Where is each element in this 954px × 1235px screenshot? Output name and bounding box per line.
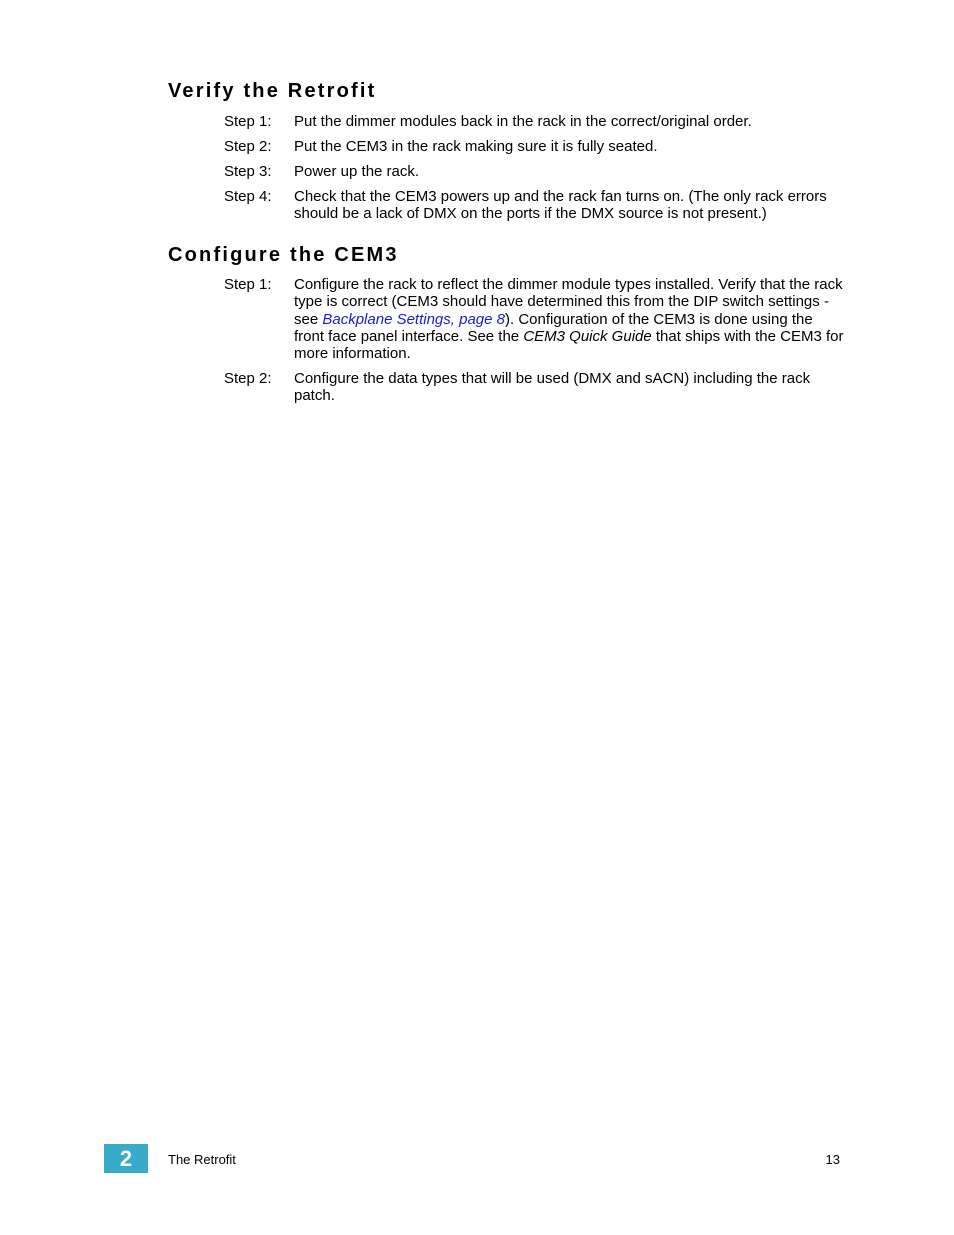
step-text: Power up the rack.: [294, 163, 420, 180]
step-label: Step 3:: [224, 163, 272, 180]
step-label: Step 2:: [224, 370, 272, 387]
footer-chapter-title: The Retrofit: [168, 1152, 236, 1167]
step-item: [224, 370, 844, 405]
step-text: [294, 276, 844, 362]
step-text-part: that ships with the CEM3 for more information.: [294, 327, 844, 363]
section-heading-verify-retrofit: Verify the Retrofit: [168, 80, 377, 102]
step-text: Put the CEM3 in the rack making sure it is fully seated.: [294, 138, 658, 155]
step-item: [224, 188, 844, 223]
backplane-settings-link[interactable]: Backplane Settings, page 8: [322, 310, 505, 328]
step-text: Check that the CEM3 powers up and the rack fan turns on. (The only rack errors should be a lack of DMX on the ports if the DMX source is not present.): [294, 188, 827, 223]
step-label: Step 2:: [224, 138, 272, 155]
step-text-part: ). Configuration of the CEM3 is done using the front face panel interface. See the: [294, 310, 813, 345]
quick-guide-title: CEM3 Quick Guide: [523, 327, 652, 345]
step-text-part: Configure the rack to reflect the dimmer module types installed. Verify that the rack type is correct (CEM3 should have determined this from the DIP switch settings - see: [294, 276, 843, 328]
step-item: [224, 276, 844, 362]
section-heading-configure-cem3: Configure the CEM3: [168, 244, 399, 266]
step-label: Step 1:: [224, 276, 272, 293]
step-item: [224, 113, 844, 130]
chapter-number-badge: 2: [104, 1144, 148, 1173]
step-text: Configure the data types that will be used (DMX and sACN) including the rack patch.: [294, 370, 811, 405]
step-text: Put the dimmer modules back in the rack in the correct/original order.: [294, 113, 752, 130]
step-label: Step 4:: [224, 188, 272, 205]
step-item: [224, 163, 844, 180]
step-item: [224, 138, 844, 155]
step-label: Step 1:: [224, 113, 272, 130]
footer-page-number: 13: [825, 1152, 840, 1167]
